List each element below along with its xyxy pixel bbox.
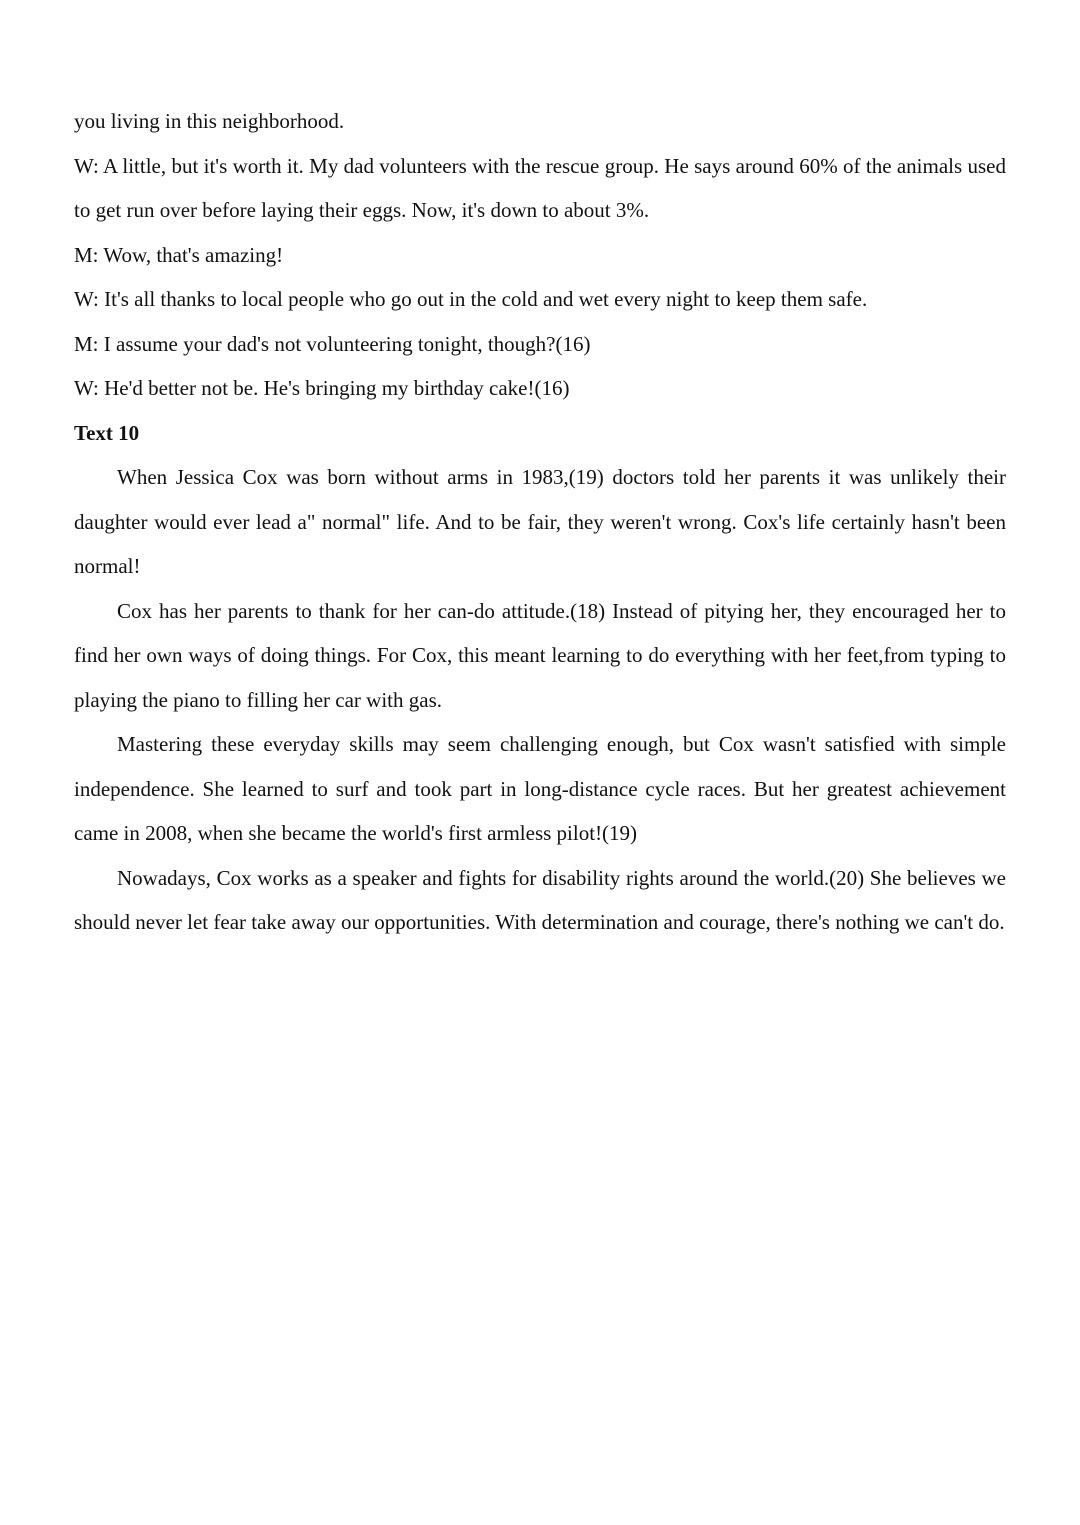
dialogue-line: M: I assume your dad's not volunteering tonight, though?(16) — [74, 331, 591, 356]
document-page — [74, 99, 1006, 945]
dialogue-line: W: He'd better not be. He's bringing my birthday cake!(16) — [74, 376, 570, 400]
dialogue-line: W: A little, but it's worth it. My dad volunteers with the rescue group. He says around 60% of the animals used to get run over before laying their eggs. Now, it's down to about 3%. — [74, 153, 1006, 222]
dialogue-line: W: It's all thanks to local people who go out in the cold and wet every night to keep them safe. — [74, 287, 868, 311]
dialogue-line: M: Wow, that's amazing! — [74, 242, 284, 267]
paragraph: Cox has her parents to thank for her can-do attitude.(18) Instead of pitying her, they encouraged her to find her own ways of doing things. For Cox, this meant learning to do everything with her feet,from typing to playing the piano to filling her car with gas. — [74, 598, 1006, 712]
paragraph: Mastering these everyday skills may seem challenging enough, but Cox wasn't satisfied with simple independence. She learned to surf and took part in long-distance cycle races. But her greatest achievement came in 2008, when she became the world's first armless pilot!(19) — [74, 732, 1006, 845]
paragraph: Nowadays, Cox works as a speaker and fights for disability rights around the world.(20) She believes we should never let fear take away our opportunities. With determination and courage, there's nothing we can't do. — [74, 865, 1006, 934]
dialogue-line: you living in this neighborhood. — [74, 109, 345, 133]
paragraph: When Jessica Cox was born without arms in 1983,(19) doctors told her parents it was unlikely their daughter would ever lead a" normal" life. And to be fair, they weren't wrong. Cox's life certainly hasn't been normal! — [74, 465, 1006, 578]
section-heading: Text 10 — [74, 420, 140, 445]
